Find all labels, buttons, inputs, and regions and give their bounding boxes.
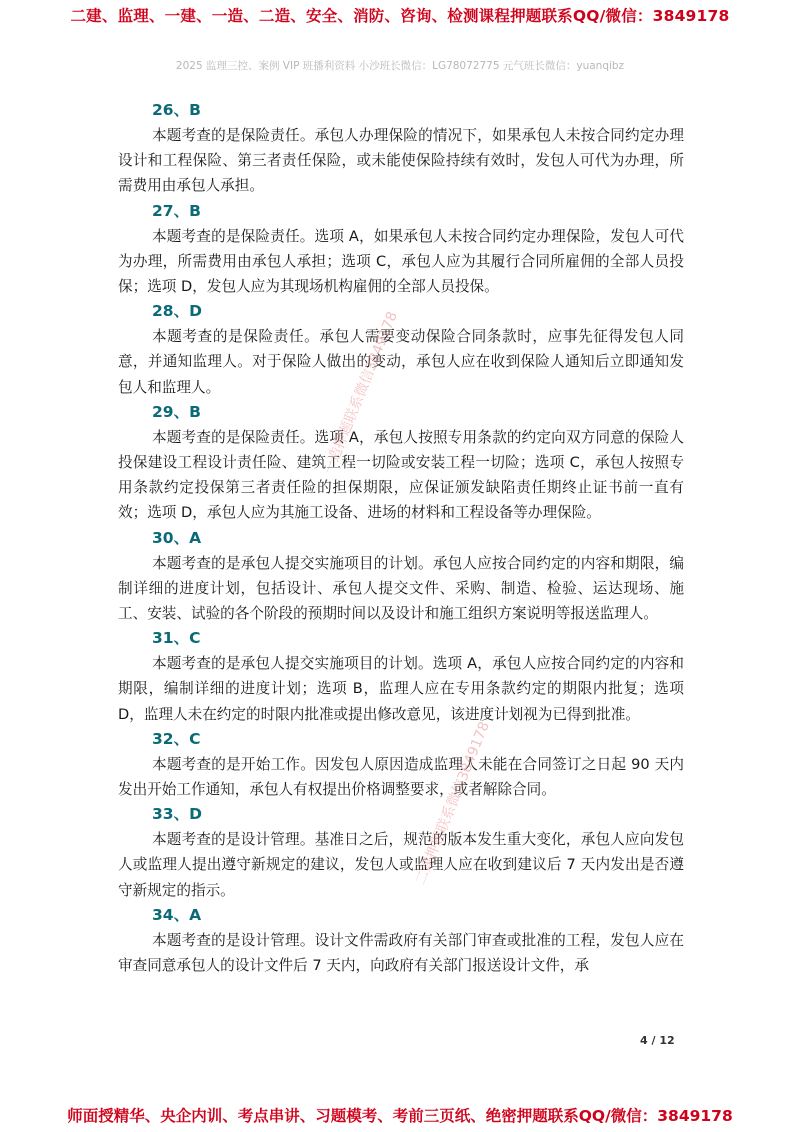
question-28: [118, 299, 684, 400]
question-explanation: 本题考查的是保险责任。选项 A，承包人按照专用条款的约定向双方同意的保险人投保建设工程设计责任险、建筑工程一切险或安装工程一切险；选项 C，承包人按照专用条款约定投保第三者责任险的担保期限，应保证颁发缺陷责任期终止证书前一直有效；选项 D，承包人应为其施工设备、进场的材料和工程设备等办理保险。: [118, 428, 684, 522]
question-title: 29、B: [152, 402, 201, 421]
page-number: 4 / 12: [640, 1034, 675, 1047]
question-explanation: 本题考查的是承包人提交实施项目的计划。承包人应按合同约定的内容和期限，编制详细的进度计划，包括设计、承包人提交文件、采购、制造、检验、运达现场、施工、安装、试验的各个阶段的预期时间以及设计和施工组织方案说明等报送监理人。: [118, 554, 684, 623]
question-title: 30、A: [152, 528, 202, 547]
answer-content: [118, 98, 684, 978]
question-30: [118, 526, 684, 627]
question-explanation: 本题考查的是开始工作。因发包人原因造成监理人未能在合同签订之日起 90 天内发出开始工作通知，承包人有权提出价格调整要求，或者解除合同。: [118, 755, 684, 799]
question-title: 34、A: [152, 905, 202, 924]
question-26: [118, 98, 684, 199]
question-explanation: 本题考查的是设计管理。设计文件需政府有关部门审查或批准的工程，发包人应在审查同意承包人的设计文件后 7 天内，向政府有关部门报送设计文件，承: [118, 931, 684, 975]
question-33: [118, 802, 684, 903]
question-explanation: 本题考查的是保险责任。承包人需要变动保险合同条款时，应事先征得发包人同意，并通知监理人。对于保险人做出的变动，承包人应在收到保险人通知后立即通知发包人和监理人。: [118, 328, 684, 396]
question-34: [118, 903, 684, 978]
question-27: [118, 199, 684, 300]
sub-header: 2025 监理三控、案例 VIP 班播利资料 小沙班长微信：LG78072775 元气班长微信：yuanqibz: [175, 60, 625, 72]
question-explanation: 本题考查的是设计管理。基准日之后，规范的版本发生重大变化，承包人应向发包人或监理人提出遵守新规定的建议，发包人或监理人应在收到建议后 7 天内发出是否遵守新规定的指示。: [118, 831, 684, 899]
question-29: [118, 400, 684, 526]
question-title: 27、B: [152, 201, 201, 220]
question-explanation: 本题考查的是保险责任。选项 A，如果承包人未按合同约定办理保险，发包人可代为办理，所需费用由承包人承担；选项 C，承包人应为其履行合同所雇佣的全部人员投保；选项 D，发包人应为其现场机构雇佣的全部人员投保。: [118, 227, 684, 296]
question-explanation: 本题考查的是保险责任。承包人办理保险的情况下，如果承包人未按合同约定办理设计和工程保险、第三者责任保险，或未能使保险持续有效时，发包人可代为办理，所需费用由承包人承担。: [118, 127, 684, 195]
top-banner: 二建、监理、一建、一造、二造、安全、消防、咨询、检测课程押题联系QQ/微信：3849178: [70, 7, 730, 25]
question-title: 33、D: [152, 805, 202, 824]
bottom-banner: 师面授精华、央企内训、考点串讲、习题模考、考前三页纸、绝密押题联系QQ/微信：3849178: [67, 1107, 733, 1125]
watermark-lower: 二建押题联系微信3849178: [412, 719, 493, 888]
question-title: 32、C: [152, 729, 201, 748]
question-explanation: 本题考查的是承包人提交实施项目的计划。选项 A，承包人应按合同约定的内容和期限，编制详细的进度计划；选项 B，监理人应在专用条款约定的期限内批复；选项 D，监理人未在约定的时限内批准或提出修改意见，该进度计划视为已得到批准。: [118, 655, 684, 723]
watermark-upper: 一造押题联系微信3849178: [320, 309, 401, 478]
question-title: 28、D: [152, 302, 202, 321]
question-title: 31、C: [152, 629, 201, 648]
question-32: [118, 727, 684, 802]
question-title: 26、B: [152, 101, 201, 119]
question-31: [118, 626, 684, 727]
